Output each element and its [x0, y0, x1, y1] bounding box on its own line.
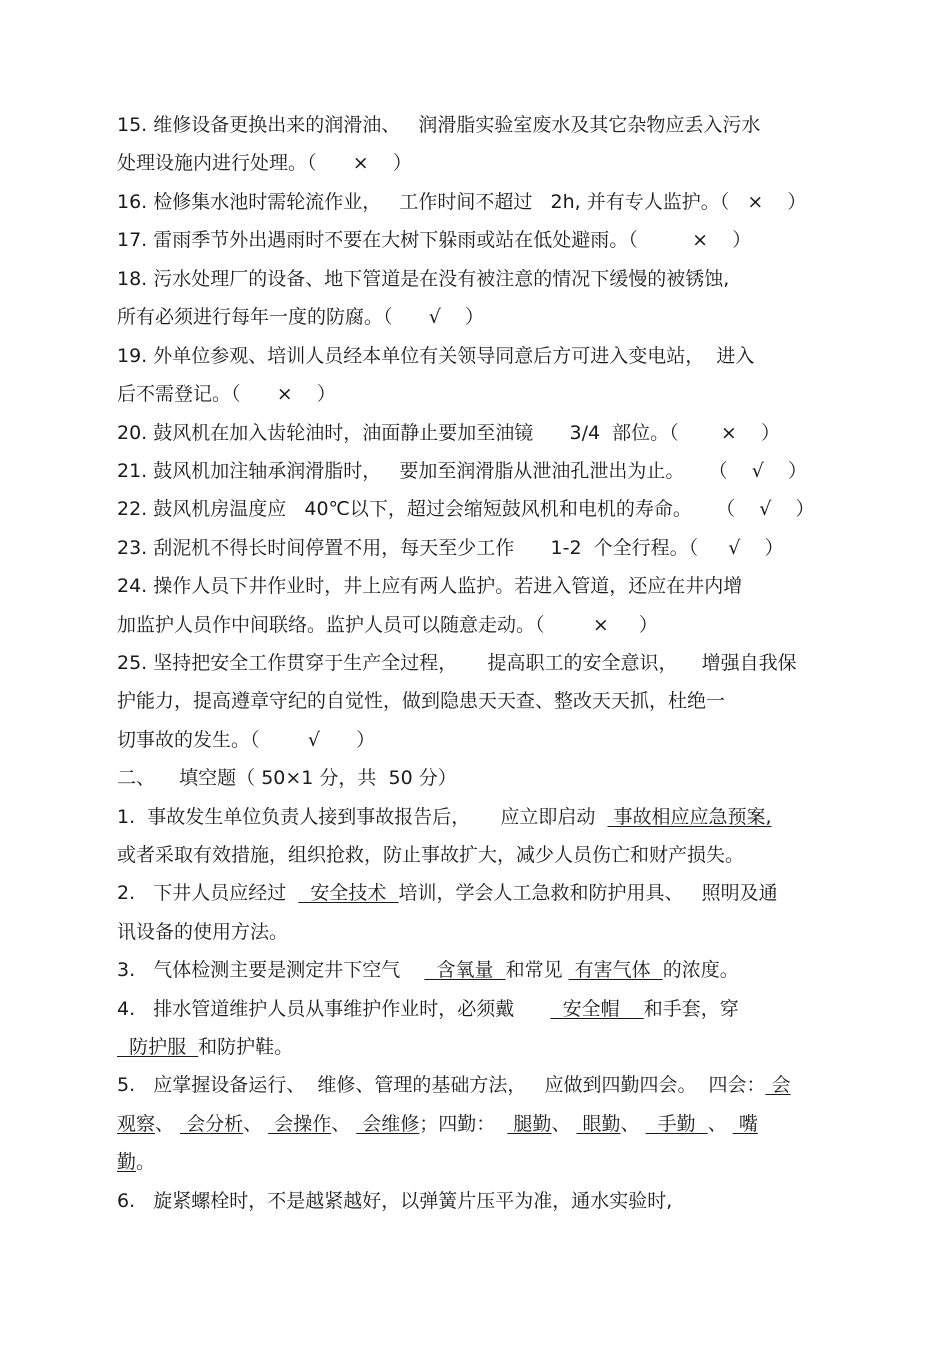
tf-question-19-line-1: 19. 外单位参观、培训人员经本单位有关领导同意后方可进入变电站， 进入 — [117, 345, 755, 367]
answer-blank: 会 — [765, 1074, 791, 1096]
tf-question-25-line-2: 护能力，提高遵章守纪的自觉性，做到隐患天天查、整改天天抓，杜绝一 — [117, 690, 726, 712]
answer-blank: 眼勤 — [576, 1113, 621, 1135]
tf-question-21: 21. 鼓风机加注轴承润滑脂时， 要加至润滑脂从泄油孔泄出为止。 （ √ ） — [117, 460, 807, 482]
tf-question-20: 20. 鼓风机在加入齿轮油时，油面静止要加至油镜 3/4 部位。（ × ） — [117, 422, 781, 444]
answer-blank: 观察 — [117, 1113, 156, 1135]
text: 、 — [155, 1113, 181, 1135]
text: 、 — [620, 1113, 646, 1135]
answer-blank: 嘴 — [732, 1113, 758, 1135]
tf-question-25-line-3: 切事故的发生。（ √ ） — [117, 729, 376, 751]
text: 的浓度。 — [662, 959, 739, 981]
fill-question-4-line-1 — [117, 994, 739, 1024]
fill-question-3 — [117, 955, 739, 985]
text: 。 — [136, 1151, 156, 1173]
fill-question-5-line-3 — [117, 1147, 155, 1177]
tf-question-15-line-2: 处理设施内进行处理。（ × ） — [117, 152, 412, 174]
answer-blank: 安全技术 — [298, 882, 399, 904]
fill-question-5-line-1 — [117, 1070, 791, 1100]
fill-question-1-line-1 — [117, 802, 772, 832]
tf-question-24-line-1: 24. 操作人员下井作业时，井上应有两人监护。若进入管道，还应在井内增 — [117, 575, 743, 597]
answer-blank: 含氧量 — [424, 959, 506, 981]
tf-question-17: 17. 雷雨季节外出遇雨时不要在大树下躲雨或站在低处避雨。（ × ） — [117, 229, 752, 251]
text: 5. 应掌握设备运行、 维修、管理的基础方法， 应做到四勤四会。 四会： — [117, 1074, 766, 1096]
text: 2. 下井人员应经过 — [117, 882, 299, 904]
answer-blank: 会操作 — [268, 1113, 332, 1135]
section-2-title: 二、 填空题（ 50×1 分，共 50 分） — [117, 767, 457, 789]
fill-question-2-line-1 — [117, 878, 778, 908]
tf-question-19-line-2: 后不需登记。（ × ） — [117, 383, 336, 405]
answer-blank: 事故相应应急预案, — [607, 806, 772, 828]
tf-question-22: 22. 鼓风机房温度应 40℃以下，超过会缩短鼓风机和电机的寿命。 （ √ ） — [117, 498, 815, 520]
text: 4. 排水管道维护人员从事维护作业时，必须戴 — [117, 998, 551, 1020]
fill-question-6: 6. 旋紧螺栓时，不是越紧越好，以弹簧片压平为准，通水实验时, — [117, 1190, 673, 1212]
tf-question-23: 23. 刮泥机不得长时间停置不用，每天至少工作 1-2 个全行程。（ √ ） — [117, 537, 784, 559]
text: 、 — [331, 1113, 357, 1135]
fill-question-5-line-2 — [117, 1109, 758, 1139]
tf-question-18-line-1: 18. 污水处理厂的设备、地下管道是在没有被注意的情况下缓慢的被锈蚀, — [117, 268, 730, 290]
fill-question-2-line-2: 讯设备的使用方法。 — [117, 921, 289, 943]
answer-blank: 安全帽 — [550, 998, 644, 1020]
answer-blank: 防护服 — [117, 1036, 199, 1058]
text: 、 — [707, 1113, 733, 1135]
tf-question-24-line-2: 加监护人员作中间联络。监护人员可以随意走动。（ × ） — [117, 614, 658, 636]
answer-blank: 勤 — [117, 1151, 137, 1173]
text: ；四勤： — [419, 1113, 508, 1135]
fill-question-4-line-2 — [117, 1032, 293, 1062]
tf-question-18-line-2: 所有必须进行每年一度的防腐。（ √ ） — [117, 306, 485, 328]
tf-question-15-line-1: 15. 维修设备更换出来的润滑油、 润滑脂实验室废水及其它杂物应丢入污水 — [117, 114, 761, 136]
answer-blank: 会分析 — [180, 1113, 244, 1135]
text: 、 — [551, 1113, 577, 1135]
text: 和手套，穿 — [643, 998, 739, 1020]
text: 培训，学会人工急救和防护用具、 照明及通 — [398, 882, 778, 904]
tf-question-25-line-1: 25. 坚持把安全工作贯穿于生产全过程， 提高职工的安全意识， 增强自我保 — [117, 652, 797, 674]
answer-blank: 有害气体 — [568, 959, 663, 981]
text: 和常见 — [505, 959, 569, 981]
answer-blank: 腿勤 — [507, 1113, 552, 1135]
fill-question-1-line-2: 或者采取有效措施，组织抢救，防止事故扩大，减少人员伤亡和财产损失。 — [117, 844, 745, 866]
text: 、 — [243, 1113, 269, 1135]
text: 和防护鞋。 — [198, 1036, 294, 1058]
text: 3. 气体检测主要是测定井下空气 — [117, 959, 425, 981]
answer-blank: 会维修 — [356, 1113, 420, 1135]
answer-blank: 手勤 — [645, 1113, 708, 1135]
tf-question-16: 16. 检修集水池时需轮流作业， 工作时间不超过 2h, 并有专人监护。（ × ） — [117, 191, 807, 213]
text: 1. 事故发生单位负责人接到事故报告后， 应立即启动 — [117, 806, 608, 828]
